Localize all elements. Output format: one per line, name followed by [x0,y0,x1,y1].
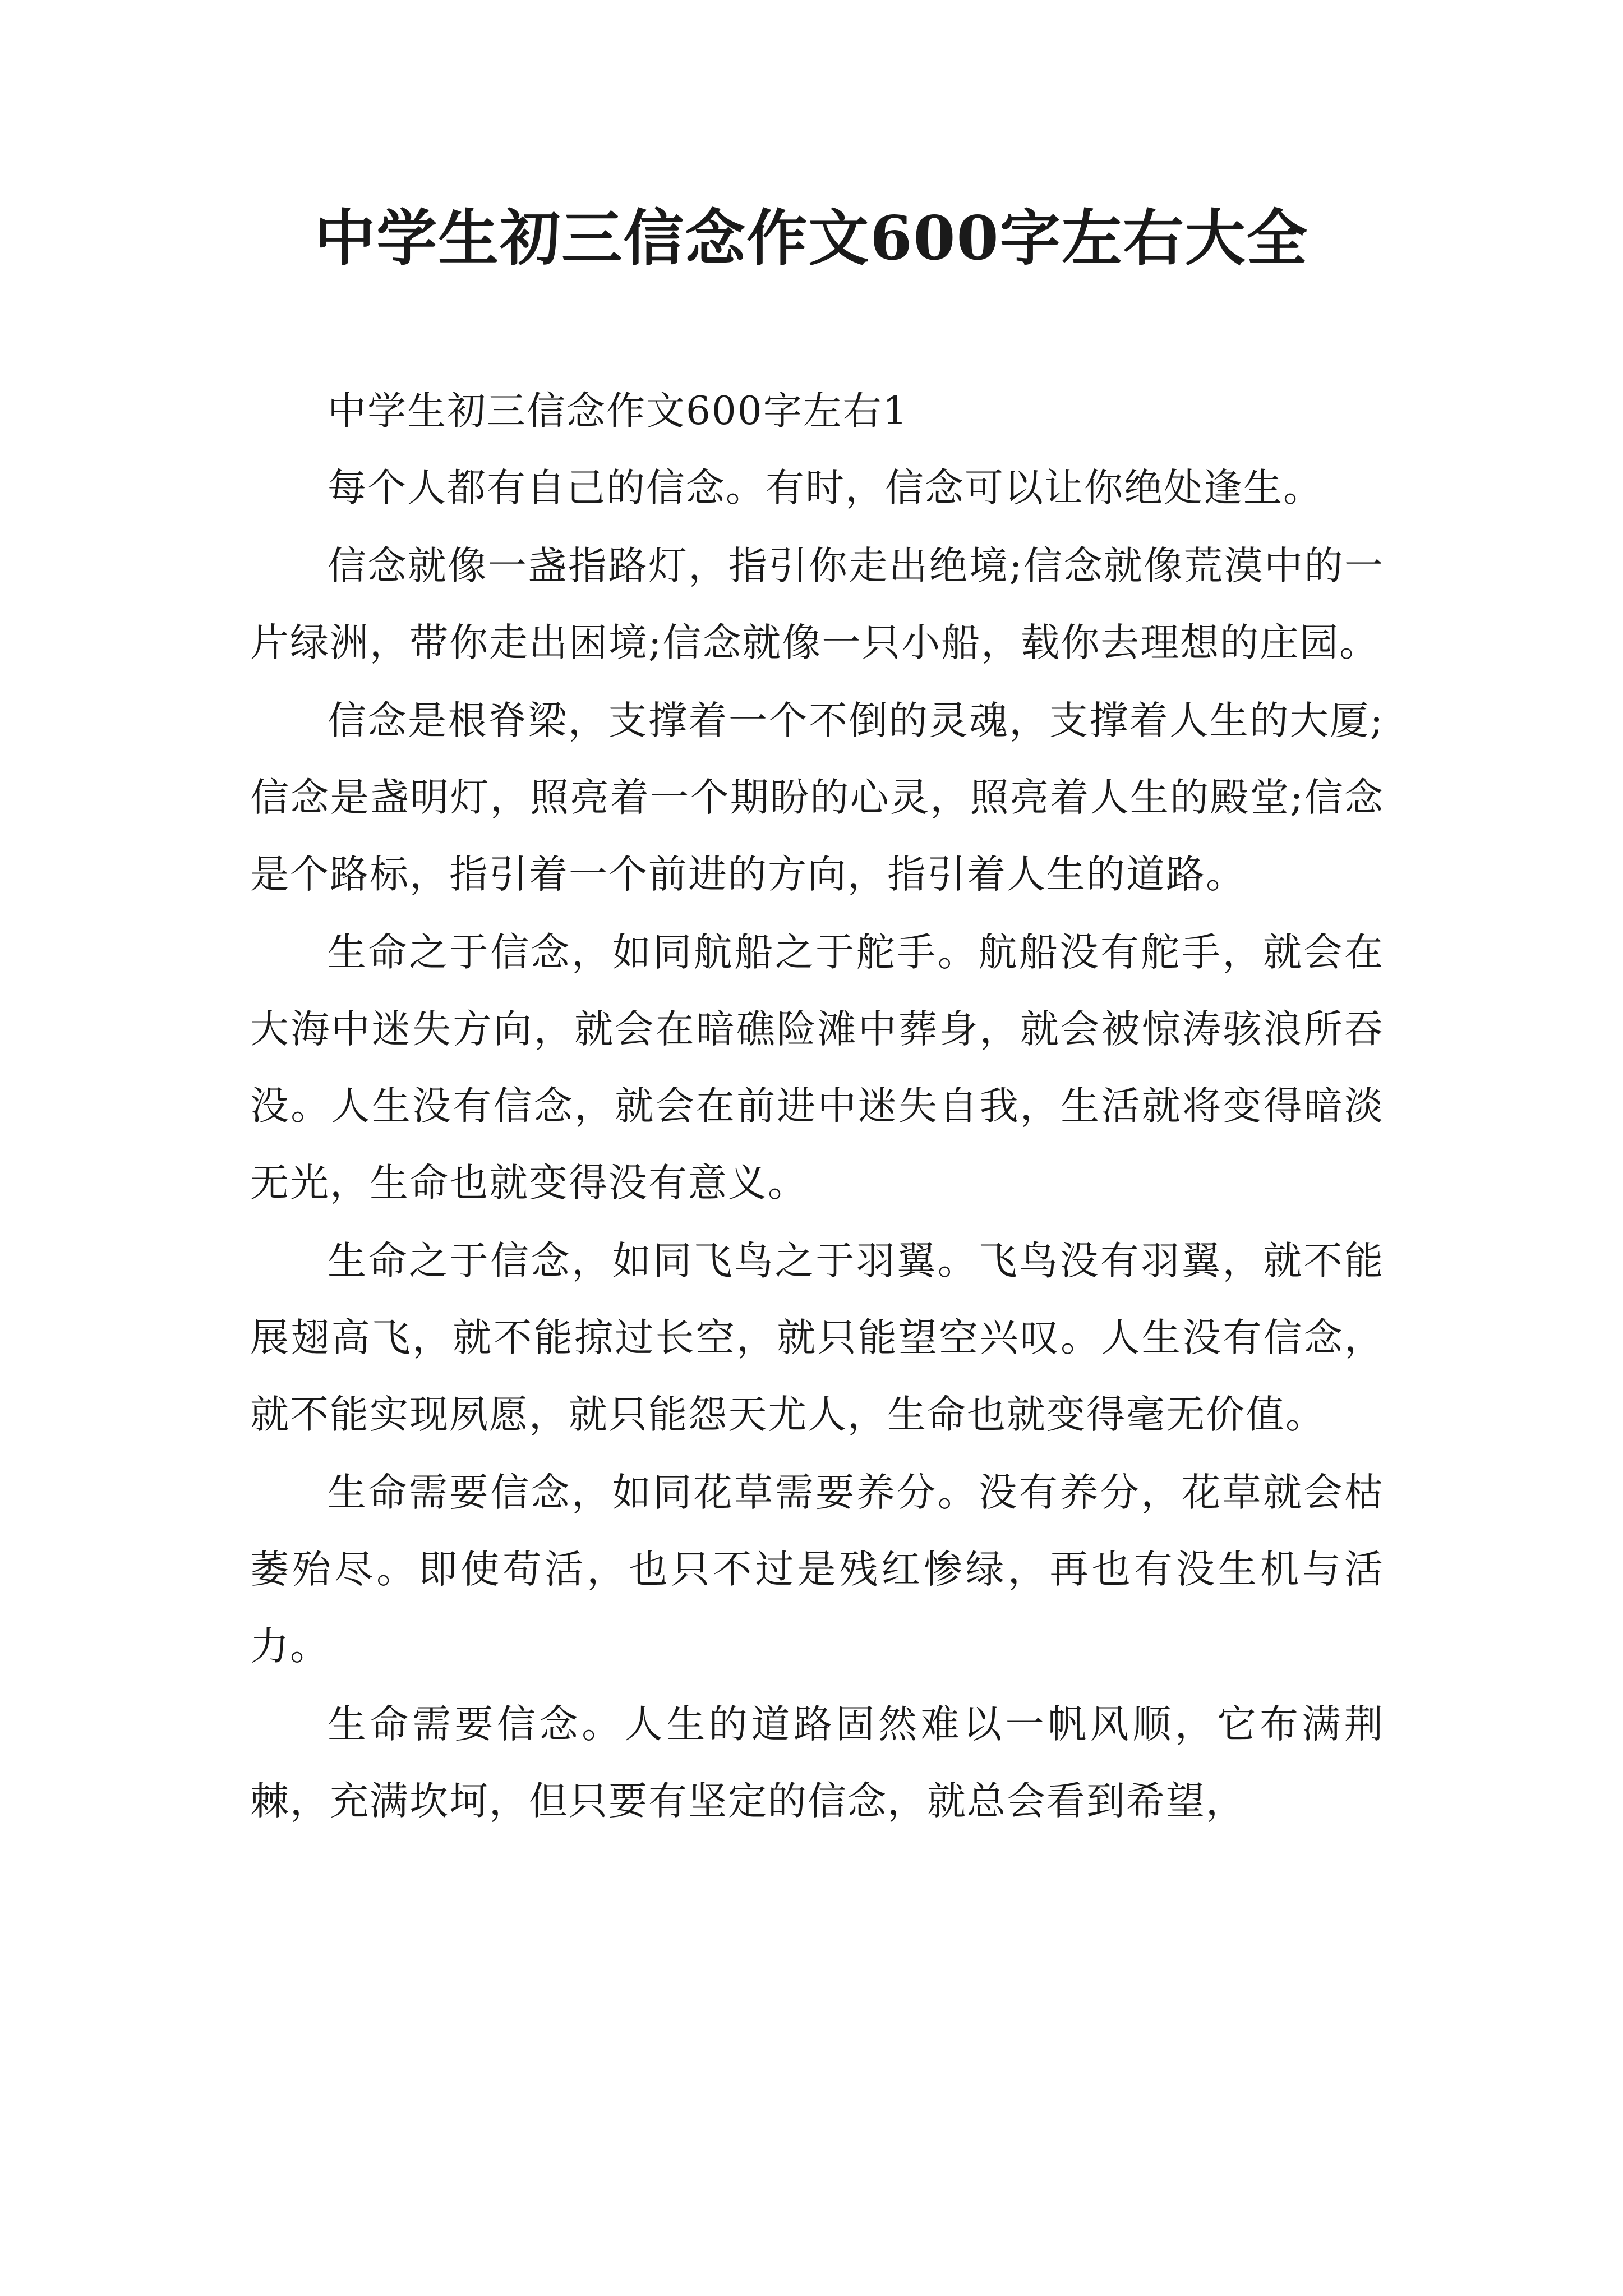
essay-subtitle: 中学生初三信念作文600字左右1 [328,389,909,434]
document-body [250,373,1384,1841]
paragraph: 生命之于信念，如同飞鸟之于羽翼。飞鸟没有羽翼，就不能展翅高飞，就不能掠过长空，就只能望空兴叹。人生没有信念，就不能实现夙愿，就只能怨天尤人，生命也就变得毫无价值。 [250,1239,1384,1437]
paragraph: 信念是根脊梁，支撑着一个不倒的灵魂，支撑着人生的大厦;信念是盏明灯，照亮着一个期盼的心灵，照亮着人生的殿堂;信念是个路标，指引着一个前进的方向，指引着人生的道路。 [250,698,1384,897]
paragraph: 生命需要信念。人生的道路固然难以一帆风顺，它布满荆棘，充满坎坷，但只要有坚定的信念，就总会看到希望， [250,1702,1384,1824]
paragraph: 生命需要信念，如同花草需要养分。没有养分，花草就会枯萎殆尽。即使苟活，也只不过是残红惨绿，再也有没生机与活力。 [250,1470,1384,1669]
paragraph: 信念就像一盏指路灯，指引你走出绝境;信念就像荒漠中的一片绿洲，带你走出困境;信念就像一只小船，载你去理想的庄园。 [250,544,1384,665]
paragraph: 每个人都有自己的信念。有时，信念可以让你绝处逢生。 [328,466,1323,510]
document-title: 中学生初三信念作文600字左右大全 [315,203,1308,274]
paragraph: 生命之于信念，如同航船之于舵手。航船没有舵手，就会在大海中迷失方向，就会在暗礁险滩中葬身，就会被惊涛骇浪所吞没。人生没有信念，就会在前进中迷失自我，生活就将变得暗淡无光，生命也就变得没有意义。 [250,930,1384,1205]
